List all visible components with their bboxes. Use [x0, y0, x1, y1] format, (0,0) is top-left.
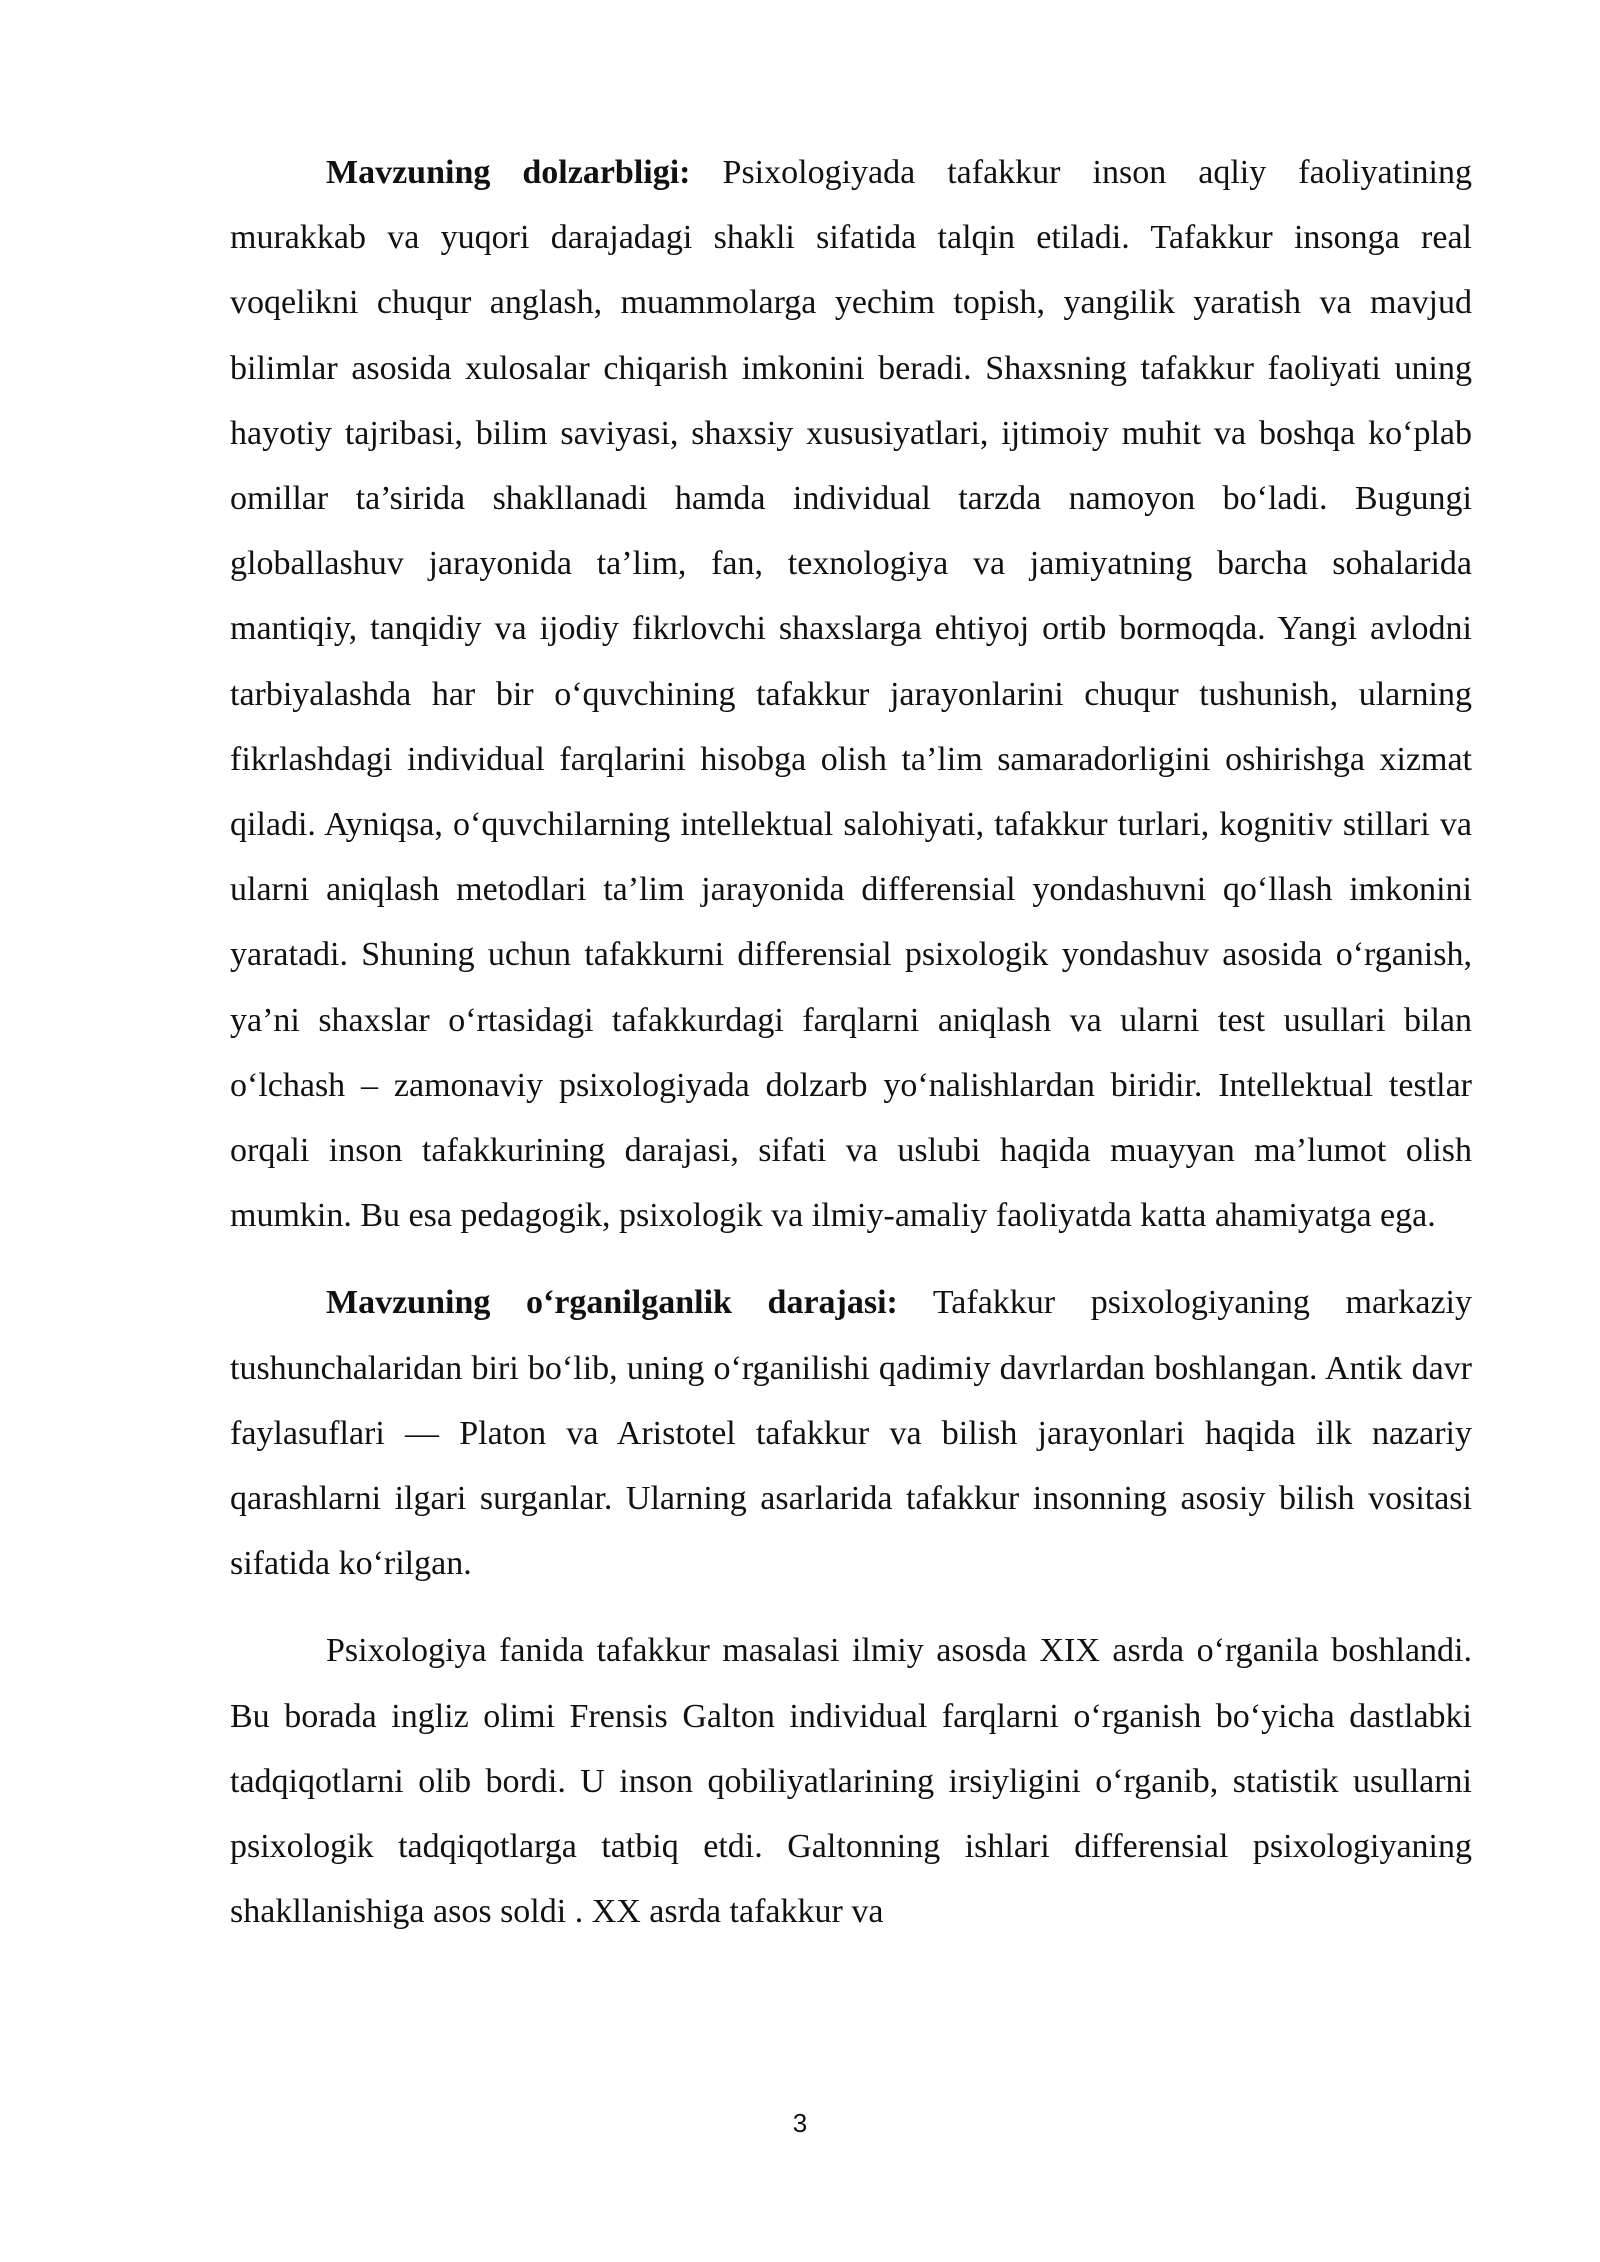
- paragraph-text-study-degree: Tafakkur psixologiyaning markaziy tushunchalaridan biri bo‘lib, uning o‘rganilishi qadimiy davrlardan boshlangan. Antik davr faylasuflari — Platon va Aristotel tafakkur va bilish jarayonlari haqida ilk nazariy qarashlarni ilgari surganlar. Ularning asarlarida tafakkur insonning asosiy bilish vositasi sifatida ko‘rilgan.: [230, 1284, 1473, 1583]
- paragraph-text-relevance: Psixologiyada tafakkur inson aqliy faoliyatining murakkab va yuqori darajadagi shakli sifatida talqin etiladi. Tafakkur insonga real voqelikni chuqur anglash, muammolarga yechim topish, yangilik yaratish va mavjud bilimlar asosida xulosalar chiqarish imkonini beradi. Shaxsning tafakkur faoliyati uning hayotiy tajribasi, bilim saviyasi, shaxsiy xususiyatlari, ijtimoiy muhit va boshqa ko‘plab omillar ta’sirida shakllanadi hamda individual tarzda namoyon bo‘ladi. Bugungi globallashuv jarayonida ta’lim, fan, texnologiya va jamiyatning barcha sohalarida mantiqiy, tanqidiy va ijodiy fikrlovchi shaxslarga ehtiyoj ortib bormoqda. Yangi avlodni tarbiyalashda har bir o‘quvchining tafakkur jarayonlarini chuqur tushunish, ularning fikrlashdagi individual farqlarini hisobga olish ta’lim samaradorligini oshirishga xizmat qiladi. Ayniqsa, o‘quvchilarning intellektual salohiyati, tafakkur turlari, kognitiv stillari va ularni aniqlash metodlari ta’lim jarayonida differensial yondashuvni qo‘llash imkonini yaratadi. Shuning uchun tafakkurni differensial psixologik yondashuv asosida o‘rganish, ya’ni shaxslar o‘rtasidagi tafakkurdagi farqlarni aniqlash va ularni test usullari bilan o‘lchash – zamonaviy psixologiyada dolzarb yo‘nalishlardan biridir. Intellektual testlar orqali inson tafakkurining darajasi, sifati va uslubi haqida muayyan ma’lumot olish mumkin. Bu esa pedagogik, psixologik va ilmiy-amaliy faoliyatda katta ahamiyatga ega.: [230, 154, 1472, 1235]
- paragraph-heading-relevance: Mavzuning dolzarbligi:: [326, 154, 691, 191]
- paragraph-history: [230, 1618, 1472, 1944]
- paragraph-text-history: Psixologiya fanida tafakkur masalasi ilmiy asosda XIX asrda o‘rganila boshlandi. Bu borada ingliz olimi Frensis Galton individual farqlarni o‘rganish bo‘yicha dastlabki tadqiqotlarni olib bordi. U inson qobiliyatlarining irsiyligini o‘rganib, statistik usullarni psixologik tadqiqotlarga tatbiq etdi. Galtonning ishlari differensial psixologiyaning shakllanishiga asos soldi . XX asrda tafakkur va: [230, 1632, 1472, 1931]
- document-page: [230, 140, 1472, 1966]
- paragraph-heading-study-degree: Mavzuning o‘rganilganlik darajasi:: [326, 1284, 898, 1322]
- page-number: 3: [792, 2108, 808, 2138]
- paragraph-study-degree: [230, 1270, 1472, 1596]
- paragraph-relevance: [230, 140, 1472, 1248]
